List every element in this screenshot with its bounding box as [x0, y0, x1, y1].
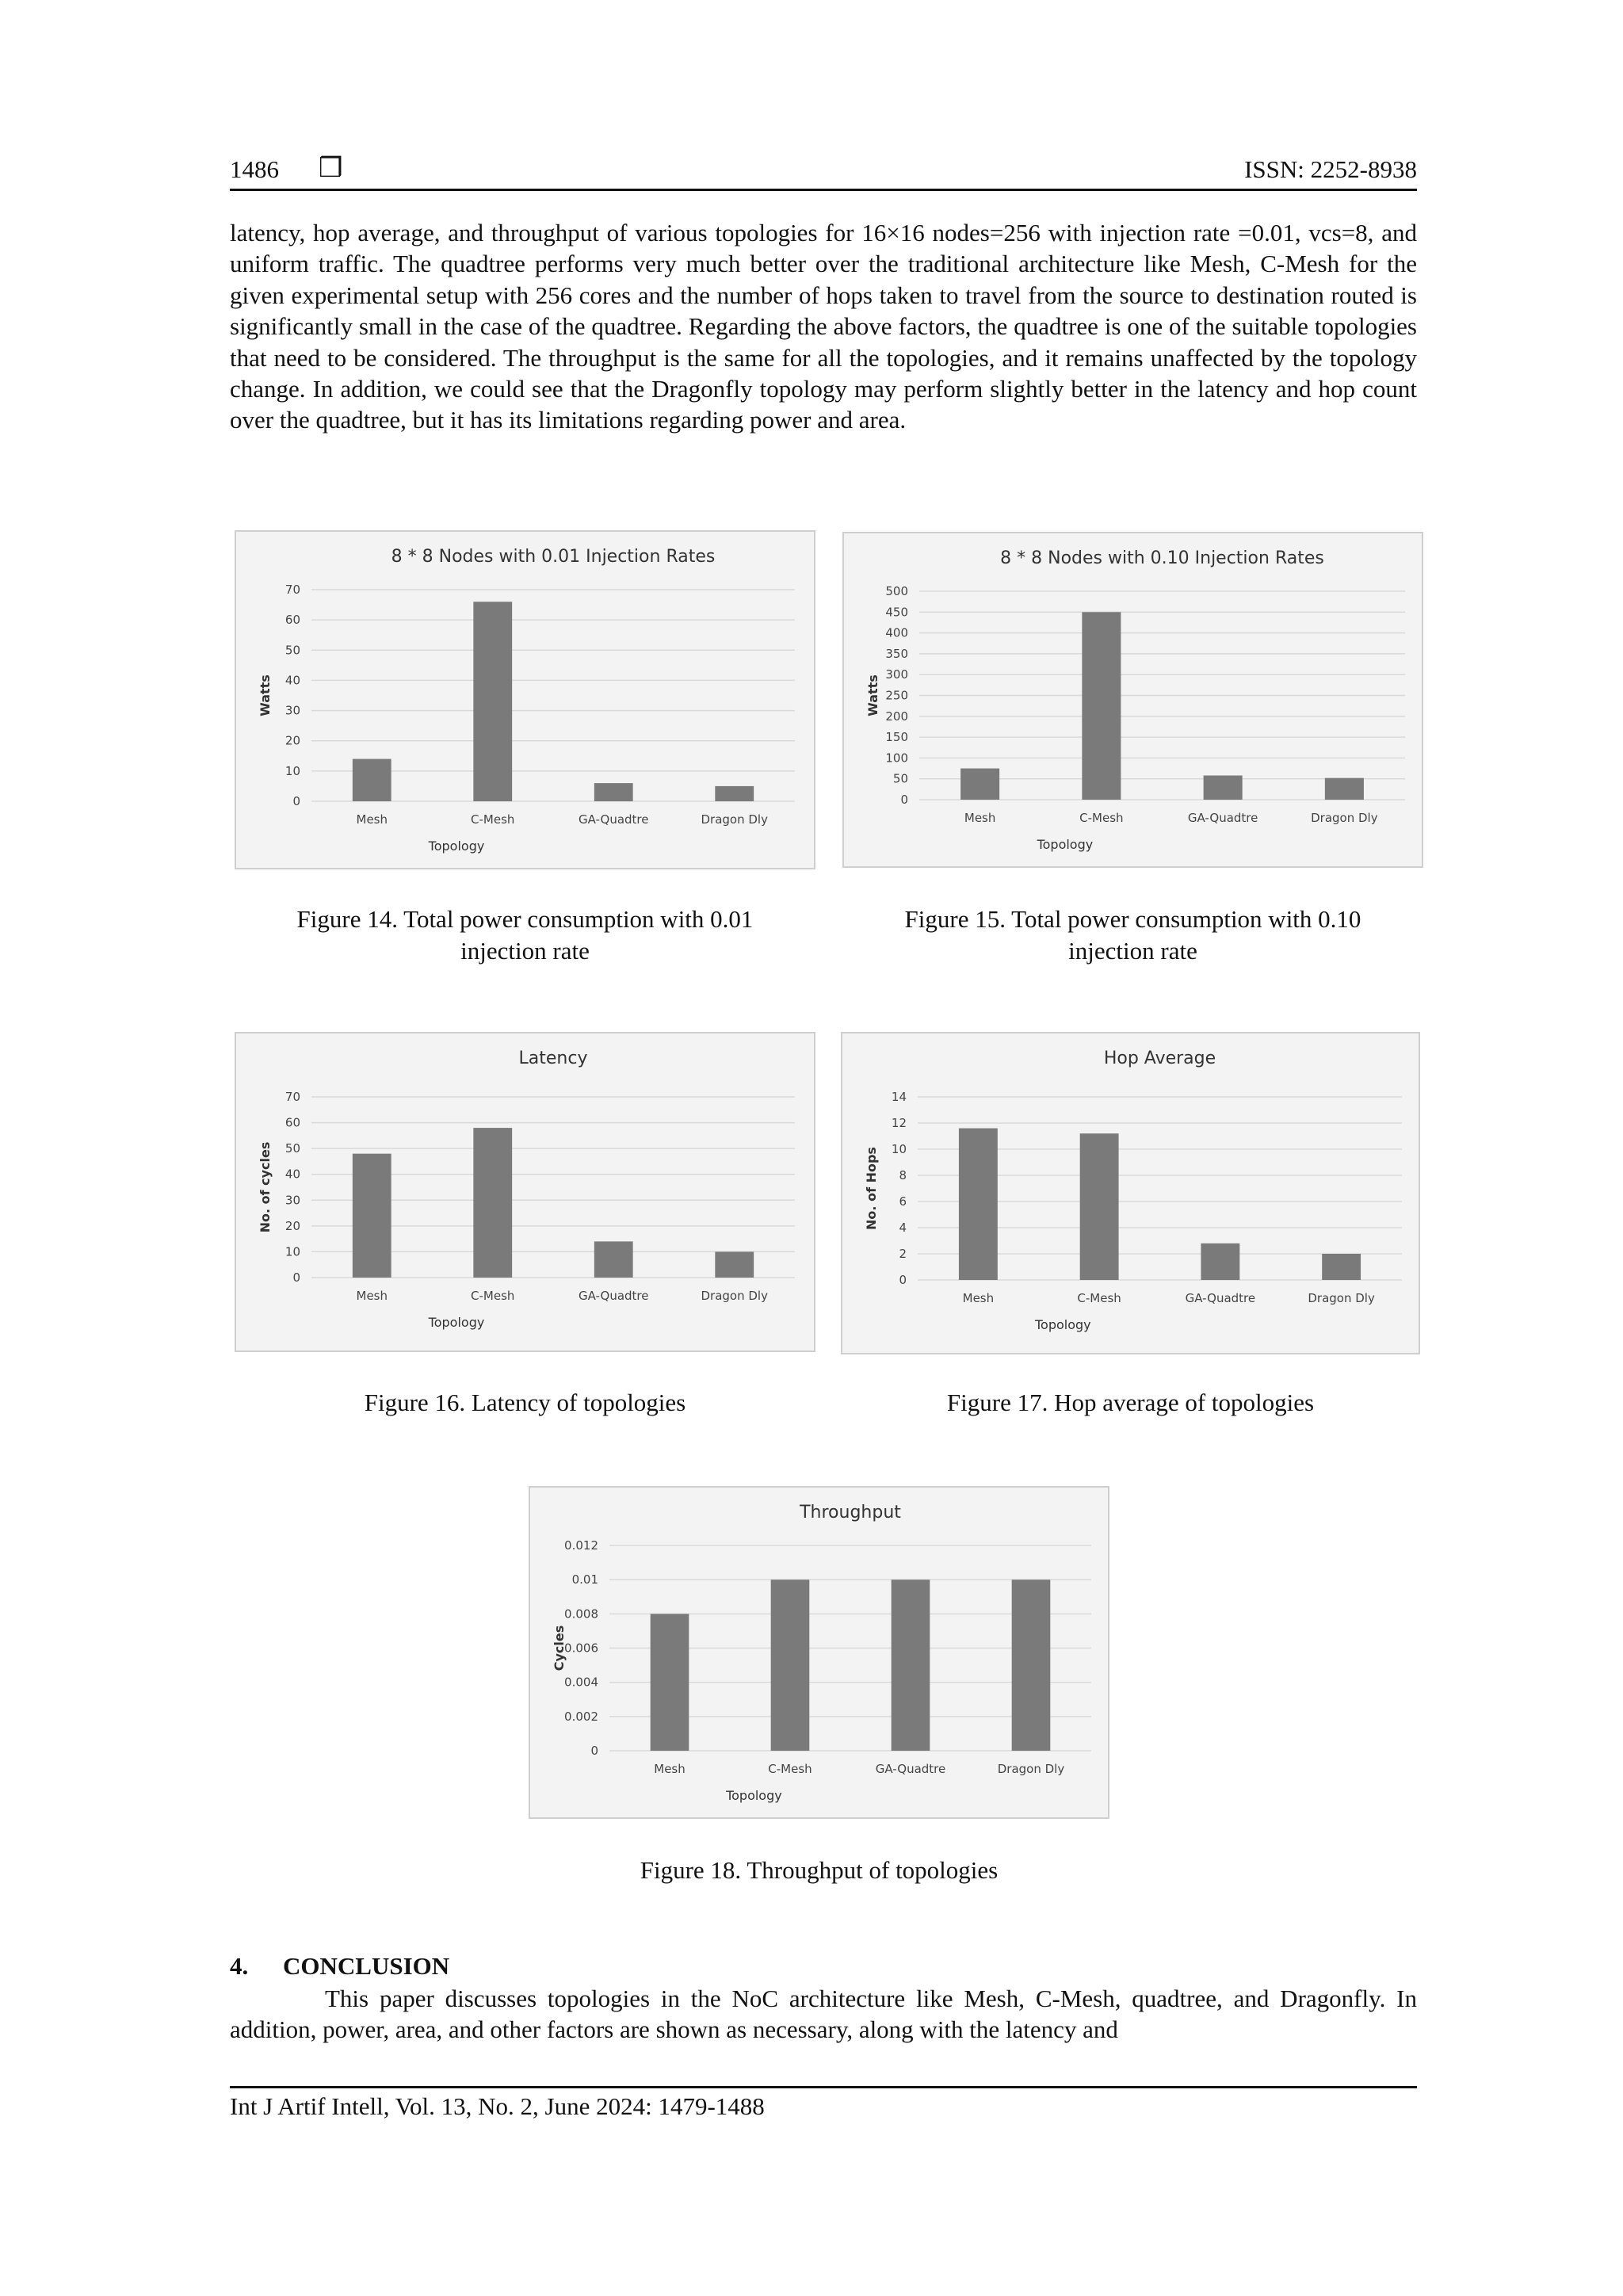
bar-c-mesh	[473, 1128, 512, 1278]
section-heading	[230, 1952, 449, 1981]
bar-c-mesh	[473, 602, 512, 801]
bar-ga-quadtre	[1204, 775, 1243, 800]
y-tick-label: 400	[885, 625, 908, 640]
y-tick-label: 4	[899, 1221, 907, 1235]
x-axis-label: Topology	[428, 839, 485, 854]
y-tick-label: 40	[285, 1167, 300, 1182]
y-tick-label: 0.01	[571, 1572, 598, 1587]
journal-symbol-icon: ❒	[319, 154, 343, 183]
y-tick-label: 70	[285, 583, 300, 597]
x-tick-label: Dragon Dly	[997, 1762, 1065, 1776]
bar-ga-quadtre	[594, 783, 633, 801]
section-number: 4.	[230, 1952, 249, 1980]
y-tick-label: 0.012	[564, 1538, 598, 1553]
y-tick-label: 12	[891, 1116, 907, 1130]
issn-label: ISSN: 2252-8938	[1244, 155, 1417, 183]
x-tick-label: Mesh	[356, 1289, 388, 1303]
x-tick-label: GA-Quadtre	[1187, 811, 1258, 825]
caption-figure-16: Figure 16. Latency of topologies	[364, 1389, 686, 1416]
x-axis-label: Topology	[726, 1788, 782, 1803]
caption-figure-15	[842, 904, 1423, 967]
figure-17	[841, 1032, 1420, 1354]
x-tick-label: Dragon Dly	[701, 1289, 768, 1303]
y-tick-label: 50	[285, 1141, 300, 1156]
bar-dragon-dly	[715, 1251, 754, 1278]
figure-14	[235, 530, 815, 869]
bar-dragon-dly	[1322, 1254, 1361, 1280]
y-axis-label: No. of Hops	[864, 1147, 879, 1230]
section-title: CONCLUSION	[283, 1952, 450, 1980]
figure-18	[529, 1486, 1109, 1819]
caption-fig14-line2: injection rate	[460, 937, 590, 965]
x-tick-label: Mesh	[654, 1762, 685, 1776]
y-tick-label: 70	[285, 1090, 300, 1104]
y-tick-label: 20	[285, 733, 300, 748]
y-tick-label: 0.004	[564, 1675, 598, 1690]
y-tick-label: 60	[285, 1115, 300, 1130]
y-tick-label: 150	[885, 730, 908, 745]
y-tick-label: 40	[285, 673, 300, 688]
chart-fig14	[236, 532, 817, 871]
figure-15	[842, 532, 1423, 868]
x-axis-label: Topology	[428, 1315, 485, 1330]
y-tick-label: 300	[885, 667, 908, 682]
bar-ga-quadtre	[1201, 1244, 1239, 1280]
y-tick-label: 14	[891, 1090, 907, 1104]
x-tick-label: GA-Quadtre	[579, 812, 649, 827]
y-tick-label: 500	[885, 584, 908, 598]
footer-citation: Int J Artif Intell, Vol. 13, No. 2, June 2024: 1479-1488	[230, 2092, 765, 2120]
y-tick-label: 100	[885, 751, 908, 766]
x-tick-label: GA-Quadtre	[1185, 1291, 1256, 1305]
y-tick-label: 10	[285, 1244, 300, 1259]
y-tick-label: 30	[285, 703, 300, 718]
caption-figure-14	[235, 904, 815, 967]
x-tick-label: C-Mesh	[471, 1289, 515, 1303]
header-rule	[230, 189, 1417, 191]
chart-fig18	[530, 1488, 1111, 1820]
chart-title: Hop Average	[1103, 1049, 1216, 1068]
x-axis-label: Topology	[1037, 837, 1094, 852]
bar-ga-quadtre	[594, 1241, 633, 1278]
x-tick-label: Dragon Dly	[1311, 811, 1378, 825]
y-tick-label: 50	[892, 771, 908, 786]
caption-fig15-line1: Figure 15. Total power consumption with 0.10	[904, 905, 1361, 933]
y-tick-label: 450	[885, 605, 908, 620]
y-tick-label: 350	[885, 646, 908, 661]
y-axis-label: No. of cycles	[258, 1141, 273, 1233]
bar-mesh	[960, 769, 999, 800]
x-tick-label: C-Mesh	[1077, 1291, 1121, 1305]
x-tick-label: C-Mesh	[471, 812, 515, 827]
chart-title: 8 * 8 Nodes with 0.01 Injection Rates	[391, 547, 716, 567]
body-paragraph: latency, hop average, and throughput of various topologies for 16×16 nodes=256 with injection rate =0.01, vcs=8, and uniform traffic. The quadtree performs very much better over the traditional architecture like Mesh, C-Mesh for the given experimental setup with 256 cores and the number of hops taken to travel from the source to destination routed is significantly small in the case of the quadtree. Regarding the above factors, the quadtree is one of the suitable topologies that need to be considered. The throughput is the same for all the topologies, and it remains unaffected by the topology change. In addition, we could see that the Dragonfly topology may perform slightly better in the latency and hop count over the quadtree, but it has its limitations regarding power and area.	[230, 219, 1417, 434]
y-tick-label: 0.006	[564, 1641, 598, 1656]
y-axis-label: Watts	[258, 674, 273, 716]
x-tick-label: Mesh	[356, 812, 388, 827]
page-number: 1486	[230, 155, 279, 183]
chart-title: Throughput	[800, 1503, 901, 1522]
y-tick-label: 2	[899, 1247, 907, 1261]
y-tick-label: 0	[900, 793, 908, 807]
x-tick-label: Mesh	[964, 811, 996, 825]
conclusion-paragraph: This paper discusses topologies in the NoC architecture like Mesh, C-Mesh, quadtree, and Dragonfly. In addition, power, area, and other factors are shown as necessary, along with the latency and	[230, 1985, 1417, 2044]
y-tick-label: 10	[891, 1142, 907, 1156]
x-tick-label: Dragon Dly	[701, 812, 768, 827]
caption-figure-17: Figure 17. Hop average of topologies	[946, 1389, 1315, 1416]
y-tick-label: 30	[285, 1193, 300, 1208]
bar-ga-quadtre	[892, 1580, 930, 1751]
chart-fig16	[236, 1033, 817, 1354]
y-tick-label: 60	[285, 613, 300, 628]
bar-dragon-dly	[1325, 778, 1364, 800]
bar-mesh	[651, 1614, 689, 1751]
x-tick-label: C-Mesh	[1079, 811, 1124, 825]
y-tick-label: 0	[292, 1270, 300, 1285]
y-tick-label: 0.008	[564, 1606, 598, 1622]
bar-c-mesh	[1080, 1133, 1119, 1280]
caption-fig14-line1: Figure 14. Total power consumption with 0.01	[296, 905, 754, 933]
figure-16	[235, 1032, 815, 1352]
x-axis-label: Topology	[1034, 1317, 1091, 1332]
bar-mesh	[959, 1129, 998, 1280]
y-tick-label: 50	[285, 643, 300, 658]
chart-title: 8 * 8 Nodes with 0.10 Injection Rates	[1000, 548, 1324, 568]
footer-rule	[230, 2086, 1417, 2088]
caption-figure-18: Figure 18. Throughput of topologies	[640, 1856, 999, 1884]
y-tick-label: 10	[285, 763, 300, 778]
bar-mesh	[353, 1154, 391, 1278]
x-tick-label: GA-Quadtre	[579, 1289, 649, 1303]
y-tick-label: 200	[885, 709, 908, 724]
y-tick-label: 6	[899, 1194, 907, 1209]
y-tick-label: 0.002	[564, 1709, 598, 1724]
bar-dragon-dly	[1012, 1580, 1051, 1751]
x-tick-label: C-Mesh	[768, 1762, 812, 1776]
x-tick-label: Mesh	[962, 1291, 995, 1305]
y-axis-label: Watts	[865, 674, 880, 716]
bar-c-mesh	[1082, 612, 1121, 800]
x-tick-label: GA-Quadtre	[875, 1762, 946, 1776]
y-axis-label: Cycles	[552, 1625, 567, 1671]
y-tick-label: 0	[292, 794, 300, 808]
y-tick-label: 8	[899, 1168, 907, 1182]
bar-c-mesh	[771, 1580, 810, 1751]
bar-mesh	[353, 759, 391, 801]
chart-fig15	[844, 533, 1425, 869]
x-tick-label: Dragon Dly	[1308, 1291, 1375, 1305]
y-tick-label: 20	[285, 1218, 300, 1233]
chart-title: Latency	[518, 1049, 588, 1068]
bar-dragon-dly	[715, 786, 754, 801]
caption-fig15-line2: injection rate	[1068, 937, 1197, 965]
chart-fig17	[842, 1033, 1422, 1356]
y-tick-label: 0	[590, 1744, 598, 1758]
y-tick-label: 0	[899, 1273, 907, 1287]
y-tick-label: 250	[885, 688, 908, 703]
